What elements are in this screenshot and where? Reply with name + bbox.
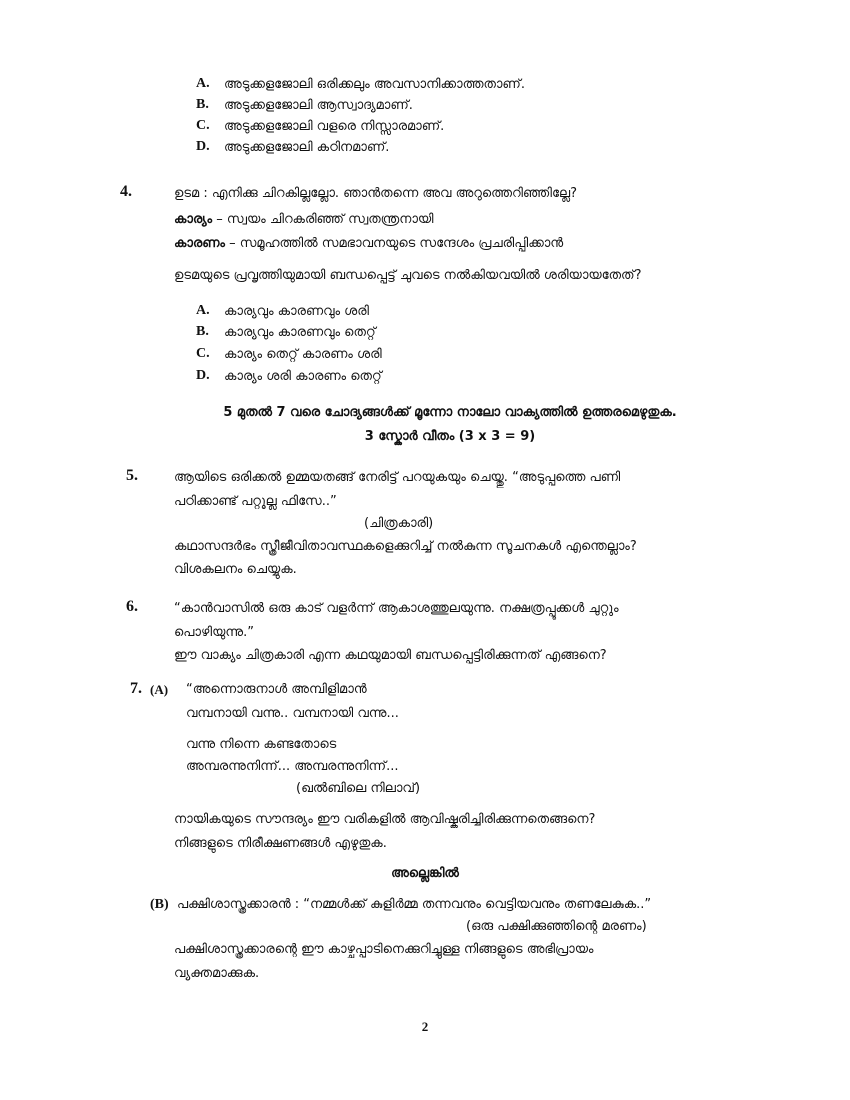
q3-option-c-text: അടുക്കളജോലി വളരെ നിസ്സാരമാണ്. (224, 119, 445, 134)
q5-line-4: വിശകലനം ചെയ്യുക. (174, 562, 297, 577)
q4-karyam-text: – സ്വയം ചിറകരിഞ്ഞ് സ്വതന്ത്രനായി (212, 212, 434, 227)
q3-option-b-text: അടുക്കളജോലി ആസ്വാദ്യമാണ്. (224, 98, 413, 113)
section-instruction: 5 മുതൽ 7 വരെ ചോദ്യങ്ങൾക്ക് മൂന്നോ നാലോ വാക്യത്തിൽ ഉത്തരമെഴുതുക. (223, 405, 677, 420)
q4-karanam-label: കാരണം (174, 236, 225, 251)
q4-karyam-label: കാര്യം (174, 212, 213, 227)
q7-number: 7. (130, 680, 142, 697)
q5-line-3: കഥാസന്ദർഭം സ്ത്രീജീവിതാവസ്ഥകളെക്കുറിച്ച് നൽകുന്ന സൂചനകൾ എന്തെല്ലാം? (174, 539, 637, 554)
q3-option-d-text: അടുക്കളജോലി കഠിനമാണ്. (224, 140, 390, 155)
q4-question: ഉടമയുടെ പ്രവൃത്തിയുമായി ബന്ധപ്പെട്ട് ചുവടെ നൽകിയവയിൽ ശരിയായതേത്? (174, 268, 642, 283)
q4-statement: ഉടമ : എനിക്കു ചിറകില്ലല്ലോ. ഞാൻതന്നെ അവ അറുത്തെറിഞ്ഞില്ലേ? (174, 186, 577, 201)
q7-question-b-line-2: വ്യക്തമാക്കുക. (174, 966, 260, 981)
q5-source: (ചിത്രകാരി) (364, 516, 434, 531)
q6-line-1: “കാൻവാസിൽ ഒരു കാട് വളർന്ന് ആകാശത്തുലയുന്നു. നക്ഷത്രപ്പൂക്കൾ ചുറ്റും (174, 601, 619, 616)
q4-karanam (174, 236, 563, 251)
page-number: 2 (421, 1019, 429, 1034)
q6-number: 6. (126, 598, 138, 615)
q6-line-3: ഈ വാക്യം ചിത്രകാരി എന്ന കഥയുമായി ബന്ധപ്പെട്ടിരിക്കുന്നത് എങ്ങനെ? (174, 648, 607, 663)
q7-source-a: (ഖൽബിലെ നിലാവ്) (296, 781, 421, 796)
q5-line-2: പഠിക്കാണ്ട് പറ്റൂല്ല ഫിസേ..” (174, 494, 337, 509)
q3-option-a-text: അടുക്കളജോലി ഒരിക്കലും അവസാനിക്കാത്തതാണ്. (224, 77, 525, 92)
q3-option-d-letter: D. (196, 139, 210, 154)
q4-karanam-text: – സമൂഹത്തിൽ സമഭാവനയുടെ സന്ദേശം പ്രചരിപ്പിക്കാൻ (224, 236, 564, 251)
q4-option-c-letter: C. (196, 346, 210, 361)
q7-quote-b: പക്ഷിശാസ്ത്രക്കാരൻ : “നമ്മൾക്ക് കുളിർമ്മ തന്നവനും വെട്ടിയവനും തണലേകുക..” (177, 897, 652, 912)
q4-option-a-text: കാര്യവും കാരണവും ശരി (224, 304, 369, 319)
q7-poem-line-1: “അന്നൊരുനാൾ അമ്പിളിമാൻ (186, 682, 367, 697)
or-label: അല്ലെങ്കിൽ (391, 866, 459, 881)
q7-question-a-line-1: നായികയുടെ സൗന്ദര്യം ഈ വരികളിൽ ആവിഷ്കരിച്ചിരിക്കുന്നതെങ്ങനെ? (174, 812, 596, 827)
q4-option-d-letter: D. (196, 368, 210, 383)
q7-part-b-label: (B) (150, 897, 169, 912)
q7-poem-line-3: വന്നു നിന്നെ കണ്ടതോടെ (186, 737, 337, 752)
q6-line-2: പൊഴിയുന്നു.” (174, 625, 254, 640)
q3-option-c-letter: C. (196, 118, 210, 133)
q3-option-b-letter: B. (196, 97, 209, 112)
section-score: 3 സ്കോർ വീതം (3 x 3 = 9) (364, 429, 536, 444)
q5-line-1: ആയിടെ ഒരിക്കൽ ഉമ്മയതങ്ങ് നേരിട്ട് പറയുകയും ചെയ്തു. “അടുപ്പത്തെ പണി (174, 470, 621, 485)
q3-option-a-letter: A. (196, 76, 210, 91)
q4-option-b-letter: B. (196, 324, 209, 339)
q7-question-a-line-2: നിങ്ങളുടെ നിരീക്ഷണങ്ങൾ എഴുതുക. (174, 836, 387, 851)
q5-number: 5. (126, 467, 138, 484)
q7-part-a-label: (A) (150, 682, 169, 697)
q7-source-b: (ഒരു പക്ഷിക്കുഞ്ഞിന്റെ മരണം) (466, 919, 647, 934)
q4-karyam (174, 212, 434, 227)
q4-option-d-text: കാര്യം ശരി കാരണം തെറ്റ് (224, 369, 382, 384)
q4-number: 4. (120, 183, 132, 200)
q4-option-a-letter: A. (196, 303, 210, 318)
q4-option-b-text: കാര്യവും കാരണവും തെറ്റ് (224, 325, 376, 340)
q7-question-b-line-1: പക്ഷിശാസ്ത്രക്കാരന്റെ ഈ കാഴ്ചപ്പാടിനെക്കുറിച്ചുള്ള നിങ്ങളുടെ അഭിപ്രായം (174, 942, 594, 957)
q4-option-c-text: കാര്യം തെറ്റ് കാരണം ശരി (224, 347, 382, 362)
q7-poem-line-2: വമ്പനായി വന്നു.. വമ്പനായി വന്നു... (186, 706, 399, 721)
q7-poem-line-4: അമ്പരന്നുനിന്ന്... അമ്പരന്നുനിന്ന്... (186, 759, 399, 774)
